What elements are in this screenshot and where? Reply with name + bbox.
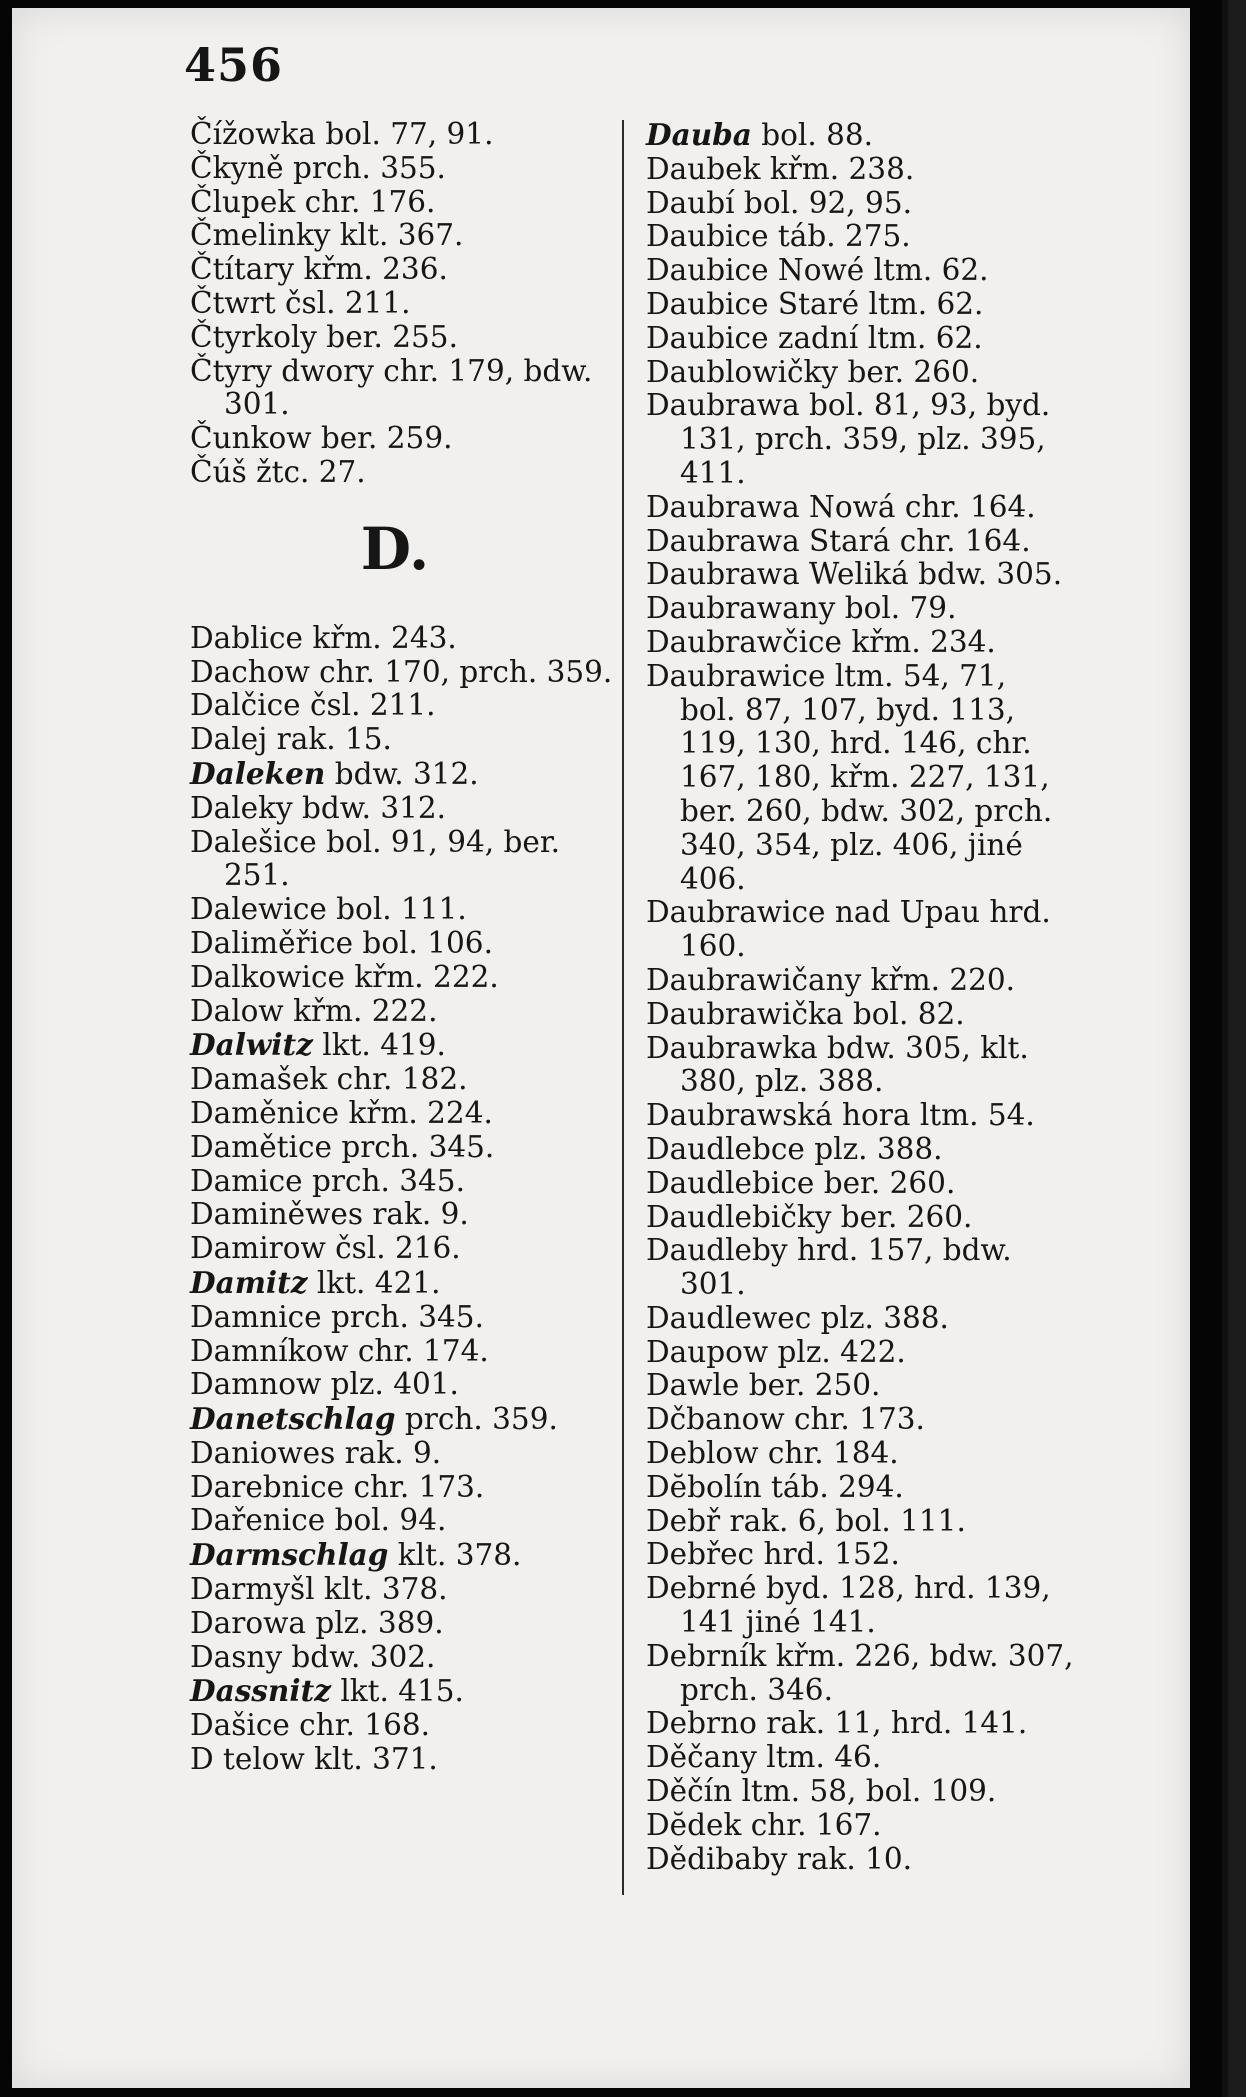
- right-entries: [646, 117, 1074, 1876]
- entry-text: Damirow čsl. 216.: [190, 1231, 461, 1266]
- index-entry: [190, 792, 620, 826]
- entry-text: Dĕdek chr. 167.: [646, 1807, 882, 1842]
- german-term: Dalwitz: [190, 1027, 313, 1063]
- index-entry: [190, 757, 620, 792]
- index-entry: [190, 622, 620, 656]
- index-entry: [646, 525, 1066, 559]
- index-entry: [190, 1266, 620, 1301]
- index-entry: [646, 187, 1066, 221]
- index-entry: [646, 1369, 1066, 1403]
- entry-text: Daubrawská hora ltm. 54.: [646, 1098, 1035, 1133]
- index-entry: [646, 1471, 1066, 1505]
- entry-text: Daubrawka bdw. 305, klt.: [646, 1030, 1029, 1065]
- entry-text: Daubrawice ltm. 54, 71,: [646, 658, 1007, 693]
- entry-text: bol. 88.: [751, 118, 874, 152]
- index-entry: [646, 1572, 1066, 1606]
- entry-text: Dalow křm. 222.: [190, 993, 438, 1028]
- index-entry: [646, 220, 1066, 254]
- index-entry: [190, 1607, 620, 1641]
- index-entry: [190, 689, 620, 723]
- entry-text: Deblow chr. 184.: [646, 1436, 899, 1471]
- index-entry-continuation: prch. 346.: [680, 1672, 833, 1707]
- index-entry: [646, 592, 1066, 626]
- index-entry: [190, 656, 620, 690]
- german-term: Dauba: [646, 117, 752, 152]
- entry-text: Daudleby hrd. 157, bdw.: [646, 1233, 1012, 1268]
- index-entry: [646, 626, 1066, 660]
- entry-text: Debřec hrd. 152.: [646, 1537, 900, 1572]
- entry-text: Dědibaby rak. 10.: [646, 1841, 913, 1876]
- entry-text: Dasny bdw. 302.: [190, 1639, 436, 1674]
- entries-before-heading: [190, 118, 620, 490]
- index-entry: [646, 322, 1066, 356]
- index-entry: [190, 826, 620, 860]
- index-entry: [646, 1167, 1066, 1201]
- scan-edge-strip: [1222, 0, 1228, 2097]
- entry-text: Debrné byd. 128, hrd. 139,: [646, 1571, 1051, 1606]
- index-entry: [190, 1198, 620, 1232]
- index-entry-continuation: 340, 354, plz. 406, jiné: [680, 827, 1023, 862]
- index-entry: [646, 1403, 1066, 1437]
- entry-text: klt. 378.: [388, 1538, 522, 1573]
- entry-text: Daubice Nowé ltm. 62.: [646, 253, 989, 288]
- entry-text: Daupow plz. 422.: [646, 1334, 906, 1369]
- index-entry: Čtyry dwory chr. 179, bdw.: [190, 353, 593, 388]
- index-entry-continuation: 411.: [680, 455, 746, 490]
- german-term: Darmschlag: [190, 1537, 389, 1573]
- index-entry: [190, 1504, 620, 1538]
- index-entry: Čkyně prch. 355.: [190, 150, 446, 185]
- index-entry: [190, 1538, 620, 1573]
- index-entry: [646, 118, 1066, 153]
- index-entry: [646, 1775, 1066, 1809]
- entry-text: Dablice křm. 243.: [190, 620, 457, 655]
- entry-text: Daubrawa Stará chr. 164.: [646, 523, 1031, 558]
- index-entry: [646, 660, 1066, 694]
- entry-text: Dalešice bol. 91, 94, ber.: [190, 824, 561, 859]
- entry-text: Dalčice čsl. 211.: [190, 688, 436, 723]
- entry-text: Daubrawice nad Upau hrd.: [646, 895, 1051, 930]
- index-entry: [646, 1032, 1066, 1066]
- entry-text: Daubí bol. 92, 95.: [646, 185, 912, 220]
- index-entry: [646, 356, 1066, 390]
- entry-text: Daubrawa Nowá chr. 164.: [646, 489, 1036, 524]
- index-entry-continuation: 301.: [680, 1267, 746, 1302]
- index-entry-continuation: 141 jiné 141.: [680, 1605, 876, 1640]
- index-entry: [646, 1809, 1066, 1843]
- index-entry: [190, 927, 620, 961]
- index-entry: [190, 1097, 620, 1131]
- entry-text: Damětice prch. 345.: [190, 1129, 495, 1164]
- index-entry: [646, 153, 1066, 187]
- entry-text: Debř rak. 6, bol. 111.: [646, 1503, 966, 1538]
- index-entry-continuation: 406.: [680, 861, 746, 896]
- index-entry: [646, 1707, 1066, 1741]
- index-entry: [190, 1063, 620, 1097]
- index-entry: [646, 558, 1066, 592]
- index-entry: [190, 1471, 620, 1505]
- entry-text: lkt. 421.: [307, 1265, 441, 1300]
- index-entry: [190, 1131, 620, 1165]
- index-entry: [646, 491, 1066, 525]
- index-entry-continuation: 301.: [224, 387, 290, 422]
- index-entry: [646, 998, 1066, 1032]
- entry-text: Daubice zadní ltm. 62.: [646, 320, 983, 355]
- index-entry: Čtítary křm. 236.: [190, 252, 448, 287]
- index-entry: [646, 288, 1066, 322]
- entry-text: Daublowičky ber. 260.: [646, 354, 980, 389]
- index-entry: [190, 995, 620, 1029]
- entry-text: D telow klt. 371.: [190, 1742, 438, 1777]
- entry-text: Dalkowice křm. 222.: [190, 959, 499, 994]
- german-term: Daleken: [190, 755, 326, 791]
- entry-text: Dalewice bol. 111.: [190, 892, 467, 927]
- entry-text: lkt. 419.: [312, 1028, 446, 1063]
- index-entry-continuation: 119, 130, hrd. 146, chr.: [680, 726, 1032, 761]
- index-entry: [646, 1234, 1066, 1268]
- entry-text: Daudlebce plz. 388.: [646, 1131, 943, 1166]
- entry-text: Daudlewec plz. 388.: [646, 1300, 949, 1335]
- index-entry: Člupek chr. 176.: [190, 184, 436, 219]
- entry-text: Damice prch. 345.: [190, 1163, 465, 1198]
- entry-text: Daubice táb. 275.: [646, 219, 911, 254]
- entry-text: Daubek křm. 238.: [646, 151, 915, 186]
- index-entry: [646, 1099, 1066, 1133]
- index-entry-continuation: ber. 260, bdw. 302, prch.: [680, 793, 1053, 828]
- index-entry: [190, 723, 620, 757]
- entry-text: Darmyšl klt. 378.: [190, 1572, 448, 1607]
- entry-text: Debrník křm. 226, bdw. 307,: [646, 1638, 1074, 1673]
- index-entry: [190, 1402, 620, 1437]
- entry-text: Daubrawčice křm. 234.: [646, 624, 996, 659]
- left-column: [190, 118, 620, 1777]
- entry-text: Dĕbolín táb. 294.: [646, 1469, 904, 1504]
- entry-text: Damníkow chr. 174.: [190, 1333, 489, 1368]
- entry-text: Dalej rak. 15.: [190, 722, 392, 757]
- entry-text: Darowa plz. 389.: [190, 1605, 444, 1640]
- index-entry: Čmelinky klt. 367.: [190, 218, 464, 253]
- index-entry: [190, 1743, 620, 1777]
- index-entry: Čtwrt čsl. 211.: [190, 285, 411, 320]
- index-entry: [646, 1741, 1066, 1775]
- index-entry: [190, 1232, 620, 1266]
- page-number: 456: [184, 38, 284, 92]
- entry-text: Daubrawa Weliká bdw. 305.: [646, 557, 1063, 592]
- entry-text: Daměnice křm. 224.: [190, 1095, 493, 1130]
- index-entry-continuation: 251.: [224, 858, 290, 893]
- entry-text: Děčín ltm. 58, bol. 109.: [646, 1774, 997, 1809]
- entry-text: Daubice Staré ltm. 62.: [646, 286, 984, 321]
- index-entry: [190, 1437, 620, 1471]
- index-entry: [190, 893, 620, 927]
- index-entry: [190, 1368, 620, 1402]
- entry-text: Damnow plz. 401.: [190, 1367, 459, 1402]
- entry-text: lkt. 415.: [330, 1674, 464, 1709]
- index-entry: Čúš žtc. 27.: [190, 454, 366, 489]
- index-entry: [646, 1437, 1066, 1471]
- index-entry: [190, 1301, 620, 1335]
- entry-text: Daubrawičany křm. 220.: [646, 962, 1016, 997]
- entry-text: Damnice prch. 345.: [190, 1299, 484, 1334]
- entry-text: Damašek chr. 182.: [190, 1062, 468, 1097]
- index-entry: [190, 1709, 620, 1743]
- index-entry: Čunkow ber. 259.: [190, 421, 453, 456]
- entry-text: Daliměřice bol. 106.: [190, 925, 493, 960]
- entry-text: Debrno rak. 11, hrd. 141.: [646, 1706, 1028, 1741]
- book-page: [12, 8, 1190, 2088]
- index-entry: [646, 1505, 1066, 1539]
- entry-text: Dařenice bol. 94.: [190, 1503, 447, 1538]
- index-entry: Čížowka bol. 77, 91.: [190, 117, 494, 151]
- column-divider: [622, 120, 624, 1895]
- entry-text: Daubrawička bol. 82.: [646, 996, 965, 1031]
- index-entry: [646, 1201, 1066, 1235]
- index-entry: Čtyrkoly ber. 255.: [190, 319, 458, 354]
- entry-text: Dachow chr. 170, prch. 359.: [190, 654, 613, 689]
- entry-text: Daubrawa bol. 81, 93, byd.: [646, 388, 1051, 423]
- entry-text: Daudlebičky ber. 260.: [646, 1199, 973, 1234]
- index-entry: [646, 389, 1066, 423]
- index-entry-continuation: bol. 87, 107, byd. 113,: [680, 692, 1016, 727]
- right-column: [646, 117, 1074, 1876]
- entry-text: Daudlebice ber. 260.: [646, 1165, 956, 1200]
- entry-text: prch. 359.: [395, 1402, 558, 1437]
- index-entry: [646, 1336, 1066, 1370]
- section-heading: D.: [360, 514, 430, 583]
- entry-text: Daminěwes rak. 9.: [190, 1197, 469, 1232]
- scan-edge: [1228, 0, 1246, 2097]
- index-entry: [646, 964, 1066, 998]
- index-entry-continuation: 380, plz. 388.: [680, 1064, 884, 1099]
- entry-text: Dašice chr. 168.: [190, 1708, 430, 1743]
- index-entry: [190, 1573, 620, 1607]
- german-term: Dassnitz: [190, 1673, 331, 1709]
- index-entry: [190, 961, 620, 995]
- entry-text: bdw. 312.: [325, 756, 479, 791]
- german-term: Damitz: [190, 1264, 308, 1300]
- entry-text: Dčbanow chr. 173.: [646, 1402, 925, 1437]
- entries-after-heading: [190, 622, 620, 1777]
- index-entry: [190, 1028, 620, 1063]
- index-entry: [646, 896, 1066, 930]
- index-entry-continuation: 167, 180, křm. 227, 131,: [680, 760, 1050, 795]
- index-entry-continuation: 160.: [680, 929, 746, 964]
- german-term: Danetschlag: [190, 1401, 396, 1437]
- entry-text: Daubrawany bol. 79.: [646, 591, 957, 626]
- index-entry: [646, 1302, 1066, 1336]
- entry-text: Dawle ber. 250.: [646, 1368, 881, 1403]
- index-entry: [646, 1843, 1066, 1877]
- entry-text: Daniowes rak. 9.: [190, 1435, 442, 1470]
- index-entry: [646, 1538, 1066, 1572]
- index-entry: [646, 254, 1066, 288]
- index-entry: [190, 1641, 620, 1675]
- entry-text: Děčany ltm. 46.: [646, 1740, 882, 1775]
- index-entry: [646, 1133, 1066, 1167]
- entry-text: Darebnice chr. 173.: [190, 1469, 485, 1504]
- index-entry: [190, 1674, 620, 1709]
- index-entry: [190, 1165, 620, 1199]
- index-entry-continuation: 131, prch. 359, plz. 395,: [680, 422, 1046, 457]
- index-entry: [190, 1335, 620, 1369]
- index-entry: [646, 1638, 1074, 1674]
- entry-text: Daleky bdw. 312.: [190, 790, 447, 825]
